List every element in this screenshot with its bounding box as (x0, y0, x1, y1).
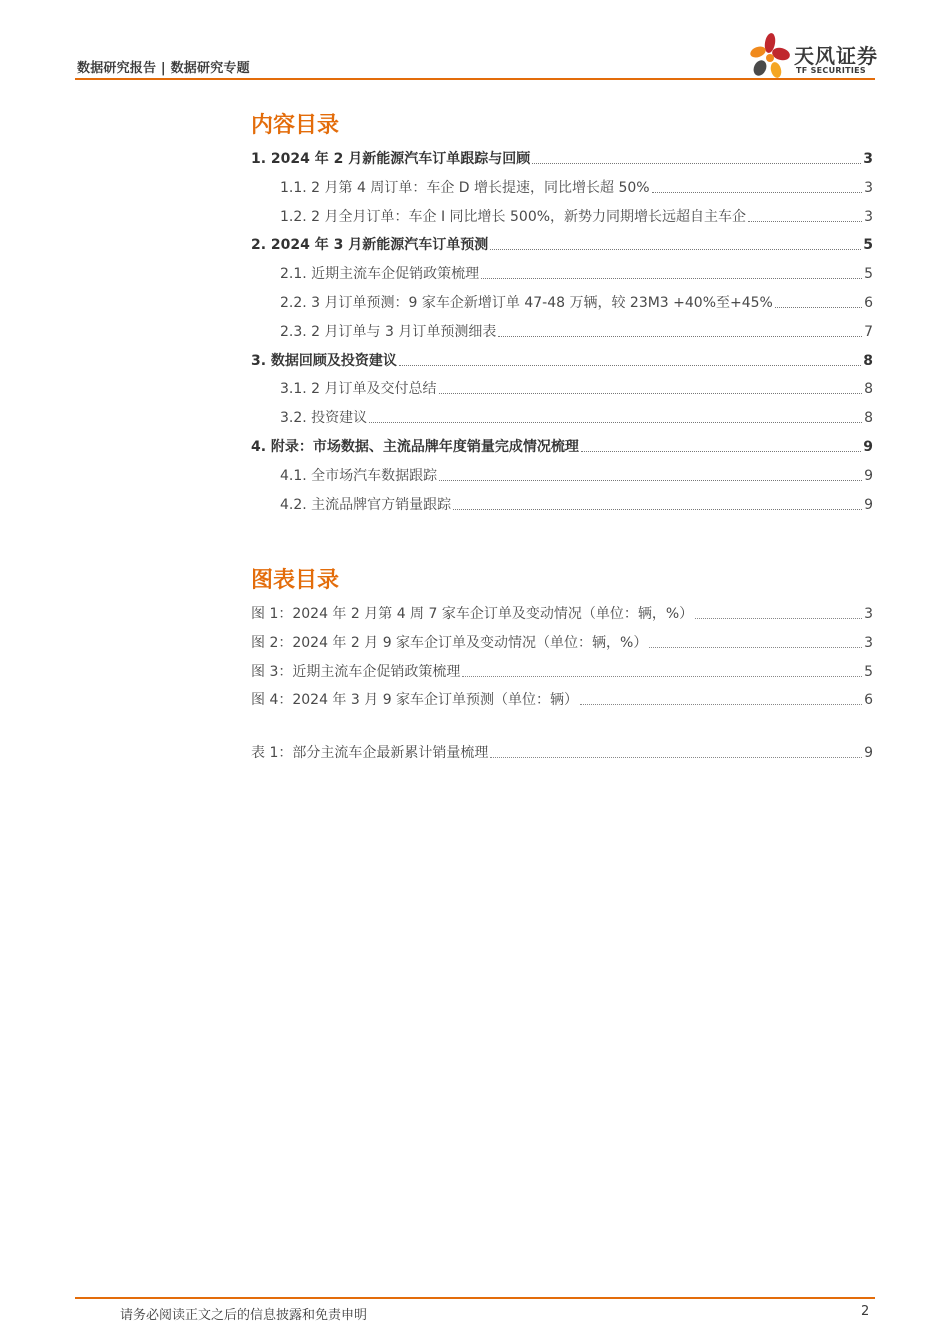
toc-entry-page: 7 (864, 323, 873, 340)
dot-leader (462, 676, 862, 677)
figures-title: 图表目录 (251, 568, 340, 593)
dot-leader (649, 647, 862, 648)
toc-entry-page: 8 (864, 381, 873, 398)
header-divider (75, 78, 875, 80)
toc-entry-label: 图 3：近期主流车企促销政策梳理 (251, 663, 461, 680)
toc-entry-label: 3.1. 2 月订单及交付总结 (280, 381, 437, 398)
toc-entry-label: 2. 2024 年 3 月新能源汽车订单预测 (251, 237, 489, 254)
toc-entry[interactable] (251, 492, 873, 514)
dot-leader (580, 704, 862, 705)
dot-leader (652, 192, 863, 193)
toc-entry-page: 3 (864, 179, 873, 196)
dot-leader (490, 249, 861, 250)
dot-leader (775, 307, 862, 308)
toc-entry-page: 5 (864, 663, 873, 680)
dot-leader (695, 618, 862, 619)
toc-entry[interactable] (251, 204, 873, 226)
toc-entry[interactable] (251, 405, 873, 427)
toc-entry[interactable] (251, 740, 873, 762)
toc-entry-page: 9 (864, 496, 873, 513)
toc-entry-page: 3 (864, 634, 873, 651)
toc-entry[interactable] (251, 601, 873, 623)
toc-entry[interactable] (251, 659, 873, 681)
logo-name: 天风证券 (794, 44, 878, 68)
toc-entry-page: 5 (863, 237, 873, 254)
toc-entry-page: 6 (864, 692, 873, 709)
toc-entry-label: 图 2：2024 年 2 月 9 家车企订单及变动情况（单位：辆，%） (251, 634, 648, 651)
toc-entry-label: 图 1：2024 年 2 月第 4 周 7 家车企订单及变动情况（单位：辆，%） (251, 606, 694, 622)
toc-entry[interactable] (251, 434, 873, 456)
toc-entry-label: 3.2. 投资建议 (280, 410, 368, 427)
company-logo (746, 30, 878, 82)
dot-leader (498, 336, 862, 337)
dot-leader (748, 221, 862, 222)
dot-leader (369, 422, 862, 423)
flower-logo-icon (746, 30, 794, 82)
toc-entry-label: 4.1. 全市场汽车数据跟踪 (280, 467, 438, 484)
dot-leader (399, 365, 861, 366)
footer-disclaimer: 请务必阅读正文之后的信息披露和免责申明 (120, 1308, 368, 1323)
toc-entry-page: 3 (864, 208, 873, 225)
toc-entry[interactable] (251, 348, 873, 370)
toc-entry[interactable] (251, 261, 873, 283)
page-number: 2 (861, 1304, 870, 1319)
toc-entry[interactable] (251, 463, 873, 485)
toc-entry-label: 1.1. 2 月第 4 周订单：车企 D 增长提速，同比增长超 50% (280, 179, 650, 196)
toc-entry[interactable] (251, 376, 873, 398)
toc-entry-label: 1. 2024 年 2 月新能源汽车订单跟踪与回顾 (251, 151, 531, 167)
toc-entry-label: 2.1. 近期主流车企促销政策梳理 (280, 266, 480, 283)
toc-entry-label: 2.2. 3 月订单预测：9 家车企新增订单 47-48 万辆，较 23M3 +40%至+45% (280, 295, 773, 311)
toc-entry[interactable] (251, 630, 873, 652)
toc-entry-label: 4. 附录：市场数据、主流品牌年度销量完成情况梳理 (251, 439, 579, 455)
toc-entry[interactable] (251, 687, 873, 709)
toc-entry-label: 3. 数据回顾及投资建议 (251, 352, 397, 369)
toc-entry[interactable] (251, 146, 873, 168)
toc-entry[interactable] (251, 290, 873, 312)
toc-entry[interactable] (251, 232, 873, 254)
dot-leader (481, 278, 862, 279)
dot-leader (490, 757, 862, 758)
toc-entry-label: 2.3. 2 月订单与 3 月订单预测细表 (280, 323, 497, 340)
dot-leader (581, 451, 861, 452)
toc-entry-page: 8 (864, 410, 873, 427)
toc-entry-page: 5 (864, 266, 873, 283)
toc-entry-page: 9 (864, 745, 873, 761)
toc-entry-label: 表 1：部分主流车企最新累计销量梳理 (251, 745, 489, 761)
toc-entry-page: 3 (863, 151, 873, 167)
toc-entry-page: 3 (864, 606, 873, 622)
footer-divider (75, 1297, 875, 1299)
report-type-header: 数据研究报告 | 数据研究专题 (77, 61, 250, 76)
toc-entry-page: 6 (864, 295, 873, 311)
toc-entry-label: 4.2. 主流品牌官方销量跟踪 (280, 496, 452, 513)
toc-entry-label: 图 4：2024 年 3 月 9 家车企订单预测（单位：辆） (251, 692, 579, 709)
logo-subtitle: TF SECURITIES (796, 66, 866, 75)
toc-entry[interactable] (251, 319, 873, 341)
dot-leader (453, 509, 862, 510)
dot-leader (439, 480, 862, 481)
dot-leader (439, 393, 863, 394)
toc-entry-page: 8 (863, 352, 873, 369)
toc-entry-page: 9 (863, 439, 873, 455)
toc-entry-page: 9 (864, 467, 873, 484)
dot-leader (532, 163, 861, 164)
toc-entry[interactable] (251, 175, 873, 197)
toc-entry-label: 1.2. 2 月全月订单：车企 I 同比增长 500%，新势力同期增长远超自主车企 (280, 208, 747, 225)
contents-title: 内容目录 (251, 113, 340, 138)
